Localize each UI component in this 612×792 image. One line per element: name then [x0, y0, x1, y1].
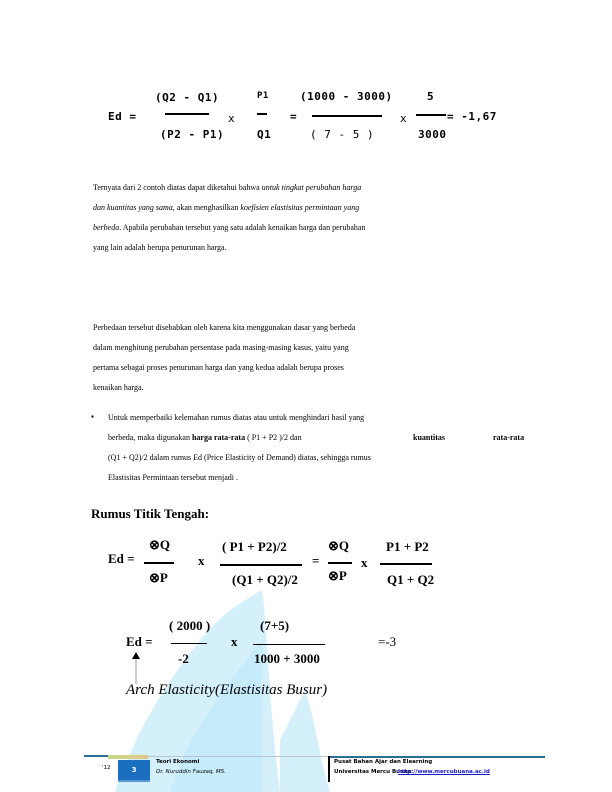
formula1-frac4-numerator: 5 — [427, 90, 435, 103]
footer-year-mark: '12 — [102, 765, 111, 771]
text-line: Perbedaan tersebut disebabkan oleh karena kita menggunakan dasar yang berbeda — [93, 323, 356, 332]
fraction-bar — [165, 113, 209, 115]
section-heading: Rumus Titik Tengah: — [91, 506, 210, 521]
fraction-bar — [416, 114, 446, 116]
text: berbeda, maka digunakan — [108, 433, 192, 442]
page-number-badge: 3 — [118, 760, 150, 782]
fraction-bar — [257, 113, 267, 115]
fraction-bar — [380, 563, 432, 565]
text: , akan menghasilkan — [172, 203, 241, 212]
formula2-frac1-numerator: ⊗Q — [149, 537, 171, 552]
bold-text: harga rata-rata — [191, 433, 246, 442]
bullet-marker-icon: ▪ — [91, 412, 94, 421]
formula2-frac4-denominator: Q1 + Q2 — [387, 572, 435, 587]
formula3-frac2-numerator: (7+5) — [260, 618, 290, 633]
formula1-lhs: Ed = — [108, 110, 137, 123]
fraction-bar — [253, 644, 325, 645]
formula2-times1: x — [198, 553, 205, 568]
formula1-frac3-denominator: ( 7 - 5 ) — [310, 128, 375, 141]
paragraph-explanation-1 — [93, 178, 423, 258]
formula3-frac1-denominator: -2 — [178, 651, 189, 666]
italic-text: dan kuantitas yang sama — [93, 203, 173, 212]
arrow-up-icon — [132, 652, 140, 684]
paragraph-explanation-2 — [93, 318, 423, 398]
italic-text: berbeda — [93, 223, 120, 232]
formula2-frac2-denominator: (Q1 + Q2)/2 — [232, 572, 298, 587]
text: . Apabila perubahan tersebut yang satu adalah kenaikan harga dan perubahan — [119, 223, 366, 232]
formula1-frac4-denominator: 3000 — [418, 128, 447, 141]
text-line: pertama sebagai proses penurunan harga dan yang kedua adalah berupa proses — [93, 363, 344, 372]
text-line: Elastisitas Permintaan tersebut menjadi . — [108, 473, 238, 482]
text-line: Untuk memperbaiki kelemahan rumus diatas atau untuk menghindari hasil yang — [108, 413, 365, 422]
bold-text: rata-rata — [493, 433, 525, 442]
fraction-bar — [220, 564, 302, 566]
formula1-frac2-numerator: P1 — [257, 91, 269, 101]
formula3-lhs: Ed = — [126, 634, 153, 649]
formula1-result: = -1,67 — [447, 110, 497, 123]
footer-author: Dr. Nuruddin Fauzaq, MS. — [156, 769, 226, 775]
footer-divider — [148, 756, 328, 757]
footer-gold-bar — [108, 755, 148, 759]
formula2-lhs: Ed = — [108, 551, 135, 566]
text-line: (Q1 + Q2)/2 dalam rumus Ed (Price Elasticity of Demand) diatas, sehingga rumus — [108, 453, 371, 462]
italic-text: untuk tingkat perubahan harga — [261, 183, 362, 192]
formula1-frac3-numerator: (1000 - 3000) — [300, 90, 393, 103]
formula1-frac2-denominator: Q1 — [257, 128, 272, 141]
formula2-frac3-numerator: ⊗Q — [328, 538, 350, 553]
caption-arch-elasticity: Arch Elasticity(Elastisitas Busur) — [126, 682, 328, 698]
formula1-times1: x — [228, 112, 236, 125]
footer-center-title: Pusat Bahan Ajar dan Elearning — [334, 759, 433, 765]
formula2-times2: x — [361, 555, 368, 570]
formula1-frac1-denominator: (P2 - P1) — [160, 128, 225, 141]
fraction-bar — [171, 643, 207, 644]
footer-right-line — [330, 756, 545, 758]
formula1-times2: x — [400, 112, 408, 125]
footer-vertical-divider — [328, 756, 330, 782]
footer-university: Universitas Mercu Buana — [334, 769, 412, 775]
footer-accent-line — [84, 755, 109, 757]
formula1-frac1-numerator: (Q2 - Q1) — [155, 91, 220, 104]
bullet-text — [108, 408, 528, 488]
italic-text: koefisien elastisitas permintaan yang — [240, 203, 360, 212]
formula1-equals: = — [290, 110, 298, 123]
fraction-bar — [312, 115, 382, 117]
formula2-frac3-denominator: ⊗P — [328, 568, 347, 583]
text: Ternyata dari 2 contoh diatas dapat diketahui bahwa — [93, 183, 262, 192]
text: yang lain adalah berupa penurunan harga. — [93, 243, 227, 252]
formula2-equals: = — [312, 553, 320, 568]
formula2-frac1-denominator: ⊗P — [149, 570, 168, 585]
footer-link[interactable]: http://www.mercubuana.ac.id — [398, 769, 490, 775]
formula2-frac4-numerator: P1 + P2 — [386, 539, 429, 554]
fraction-bar — [328, 562, 352, 564]
text: ( P1 + P2 )/2 dan — [245, 433, 302, 442]
fraction-bar — [144, 562, 174, 564]
bold-text: kuantitas — [413, 433, 446, 442]
formula3-frac1-numerator: ( 2000 ) — [169, 618, 211, 633]
text-line: dalam menghitung perubahan persentase pada masing-masing kasus, yaitu yang — [93, 343, 349, 352]
text-line: kenaikan harga. — [93, 383, 144, 392]
formula3-frac2-denominator: 1000 + 3000 — [254, 651, 320, 666]
formula3-result: =-3 — [378, 634, 397, 649]
formula3-times: x — [231, 634, 238, 649]
formula2-frac2-numerator: ( P1 + P2)/2 — [222, 539, 287, 554]
footer-course: Teori Ekonomi — [156, 759, 200, 765]
